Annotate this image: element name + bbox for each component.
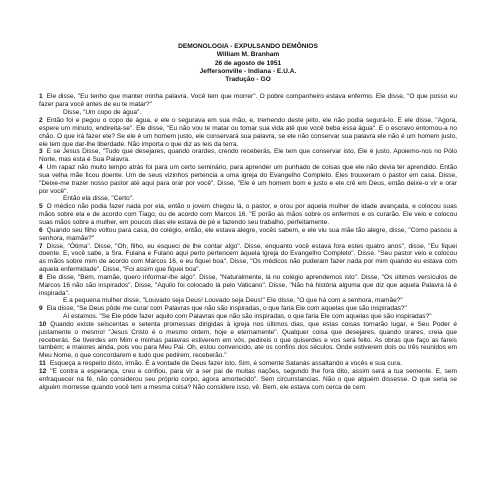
paragraph-number: 11 <box>39 360 46 368</box>
document-header <box>39 43 457 84</box>
paragraph <box>39 297 457 305</box>
paragraph <box>39 274 457 298</box>
document-date: 26 de agosto de 1951 <box>214 59 282 67</box>
paragraph-number: 6 <box>39 226 43 234</box>
paragraph <box>39 148 457 164</box>
document-place: Jeffersonville - Indiana - E.U.A. <box>199 67 297 75</box>
document-body <box>39 93 457 391</box>
paragraph-text: Então foi e pegou o copo de água, e ele o segurava em sua mão, e, tremendo deste jeito, ele não podia segurá-lo. E ele disse, "Agora, espere um minuto, endireita-se". Ele disse, "Eu não vou te matar ou tomar sua vida até que você beba essa água". E o escravo entornou-a no chão. O que irá fazer ele? Se ele é um homem justo, ele conservará sua palavra, se ele não conservar sua palavra ele não é um homem justo, ele tem que dar-lhe liberdade. Não importa o que diz as leis da terra. <box>39 117 457 148</box>
paragraph-number: 9 <box>39 305 43 313</box>
paragraph-text: Então ela disse, "Certo". <box>63 195 134 203</box>
paragraph-text: Quando existe seiscentas e setenta promessas dirigidas à igreja nos últimos dias, que estas coisas tornarão lugar, e Seu Poder é justamente o mesmo! "Jesus Cristo é o mesmo ontem, hoje e eternamente". Qualquer coisa que desejares, quando orares, creia que receberás. Se tiverdes em Mim e minhas palavras estiverem em vós, pedireis o que quiserdes e vos será feito. As obras que faço as fareis também; e maiores ainda, pois vou para Meu Pai. Oh, estou convencido, ate os confins dos séculos. Onde estiverem dois ou três reunidos em Meu Nome, o que concordarem e tudo que pedirem, receberão." <box>39 320 457 360</box>
paragraph <box>39 321 457 360</box>
paragraph-number: 12 <box>39 368 47 376</box>
paragraph <box>39 195 457 203</box>
paragraph <box>39 109 457 117</box>
paragraph-number: 7 <box>39 242 43 250</box>
paragraph-text: Um rapaz não muito tempo atrás foi para um certo seminário, para aprender um punhado de coisas que ele não devia ter aprendido. Então sua velha mãe ficou doente. Um de seus vizinhos pertencia a uma igreja do Evangelho Completo. Eles trouxeram o pastor em casa. Disse, "Deixe-me trazer nosso pastor até aqui para orar por você". Disse, "Ele é um homem bom e justo e ele crê em Deus, então deixe-o vir e orar por você". <box>39 164 457 195</box>
paragraph <box>39 360 457 368</box>
paragraph <box>39 368 457 392</box>
paragraph-text: Ele disse, "Bem, mamãe, quero informar-lhe algo". Disse, "Naturalmente, lá no colégio aprendemos isto". Disse, "Os últimos versículos de Marcos 16 não são inspirados". Disse, "Aquilo foi colocado lá pelo Vaticano". Disse, "Não há história alguma que diz que aquela Palavra lá é inspirada". <box>39 273 457 297</box>
paragraph-number: 5 <box>39 203 43 211</box>
paragraph-number: 8 <box>39 273 43 281</box>
paragraph-number: 10 <box>39 320 47 328</box>
document-translation: Tradução - GO <box>225 76 271 84</box>
paragraph <box>39 305 457 313</box>
paragraph <box>39 313 457 321</box>
paragraph <box>39 164 457 195</box>
paragraph-text: O médico não podia fazer nada por ela, então o jovem chegou lá, o pastor, e orou por aquela mulher de idade avançada, e colocou suas mãos sobre ela e de acordo com Tiago, ou de acordo com Marcos 16. "E porão as mãos sobre os enfermos e os curarão. Ele veio e colocou suas mãos sobre a mulher, em poucos dias ele estava de pé e fazendo seu trabalho, perfeitamente. <box>39 203 457 226</box>
paragraph <box>39 243 457 274</box>
document-title: DEMONOLOGIA - EXPULSANDO DEMÔNIOS <box>178 43 318 50</box>
paragraph <box>39 227 457 243</box>
paragraph-text: E a pequena mulher disse, "Louvado seja Deus! Louvado seja Deus!" Ele disse, "O que há com a senhora, mamãe?" <box>63 297 403 305</box>
paragraph-text: Quando seu filho voltou para casa, do colégio, então, ele estava alegre, vocês sabem, e ele viu sua mãe tão alegre, disse, "Como passou a senhora, mamãe?" <box>39 226 457 242</box>
paragraph-text: Esqueça a respeito disto, irmão. É a vontade de Deus fazer isto. Sim, é somente Satanás assaltando a vocês e sua cura. <box>49 360 402 368</box>
paragraph <box>39 93 457 109</box>
paragraph-text: Aí estamos. "Se Ele pôde fazer aquilo com Palavras que não são inspiradas, o que faria Ele com aquelas que são inspiradas?" <box>63 313 432 321</box>
paragraph-number: 1 <box>39 93 43 101</box>
paragraph-text: Ela disse, "Se Deus pôde me curar com Palavras que não são inspiradas, o que faria Ele com aquelas que são inspiradas?" <box>46 305 407 313</box>
document-author: William M. Branham <box>216 51 280 59</box>
paragraph <box>39 203 457 227</box>
paragraph-number: 3 <box>39 148 43 156</box>
paragraph <box>39 117 457 148</box>
paragraph-text: Disse, "Um copo de água". <box>63 109 142 117</box>
paragraph-number: 4 <box>39 164 43 172</box>
paragraph-text: Ele disse, "Eu tenho que manter minha palavra. Você tem que morrer". O pobre companheiro estava enfermo. Ele disse, "O que posso eu fazer para você antes de eu te matar?" <box>39 93 457 109</box>
paragraph-number: 2 <box>39 117 43 125</box>
paragraph-text: E se Jesus Disse, "Tudo que desejares, quando orardes, crendo receberás, Ele tem que conservar isto, Ele é justo. Apoiemo-nos no Pólo Norte, mas esta é Sua Palavra. <box>39 148 457 164</box>
paragraph-text: Disse, "Ótima". Disse, "Oh, filho, eu esqueci de lhe contar algo". Disse, enquanto você estava fora estes quatro anos", disse, "Eu fiquei doente. E, você sabe, a Sra. Fulana e Fulano aqui perto pertencem àquela Igreja do Evangelho Completo". Disse. "Seu pastor veio e colocou as mãos sobre mim de acordo com Marcos 16, e eu fiquei boa". Disse, "Os médicos não puderam fazer nada por mim quando eu estava com aquela enfermidade". Disse, "Foi assim que fiquei boa". <box>39 242 457 274</box>
paragraph-text: "E contra a esperança, creu e confiou, para vir a ser pai de muitas nações, segundo lhe fora dito, assim será a tua semente. E, sem enfraquecer na fé, não considerou seu próprio corpo, agora amortecido". Sem circunstancias. Não o que alguém dissesse. O que seria se alguém morresse quando você tem a mesma coisa? Não considere isso, vê. Bem, ele estava com cerca de cem <box>39 368 457 391</box>
